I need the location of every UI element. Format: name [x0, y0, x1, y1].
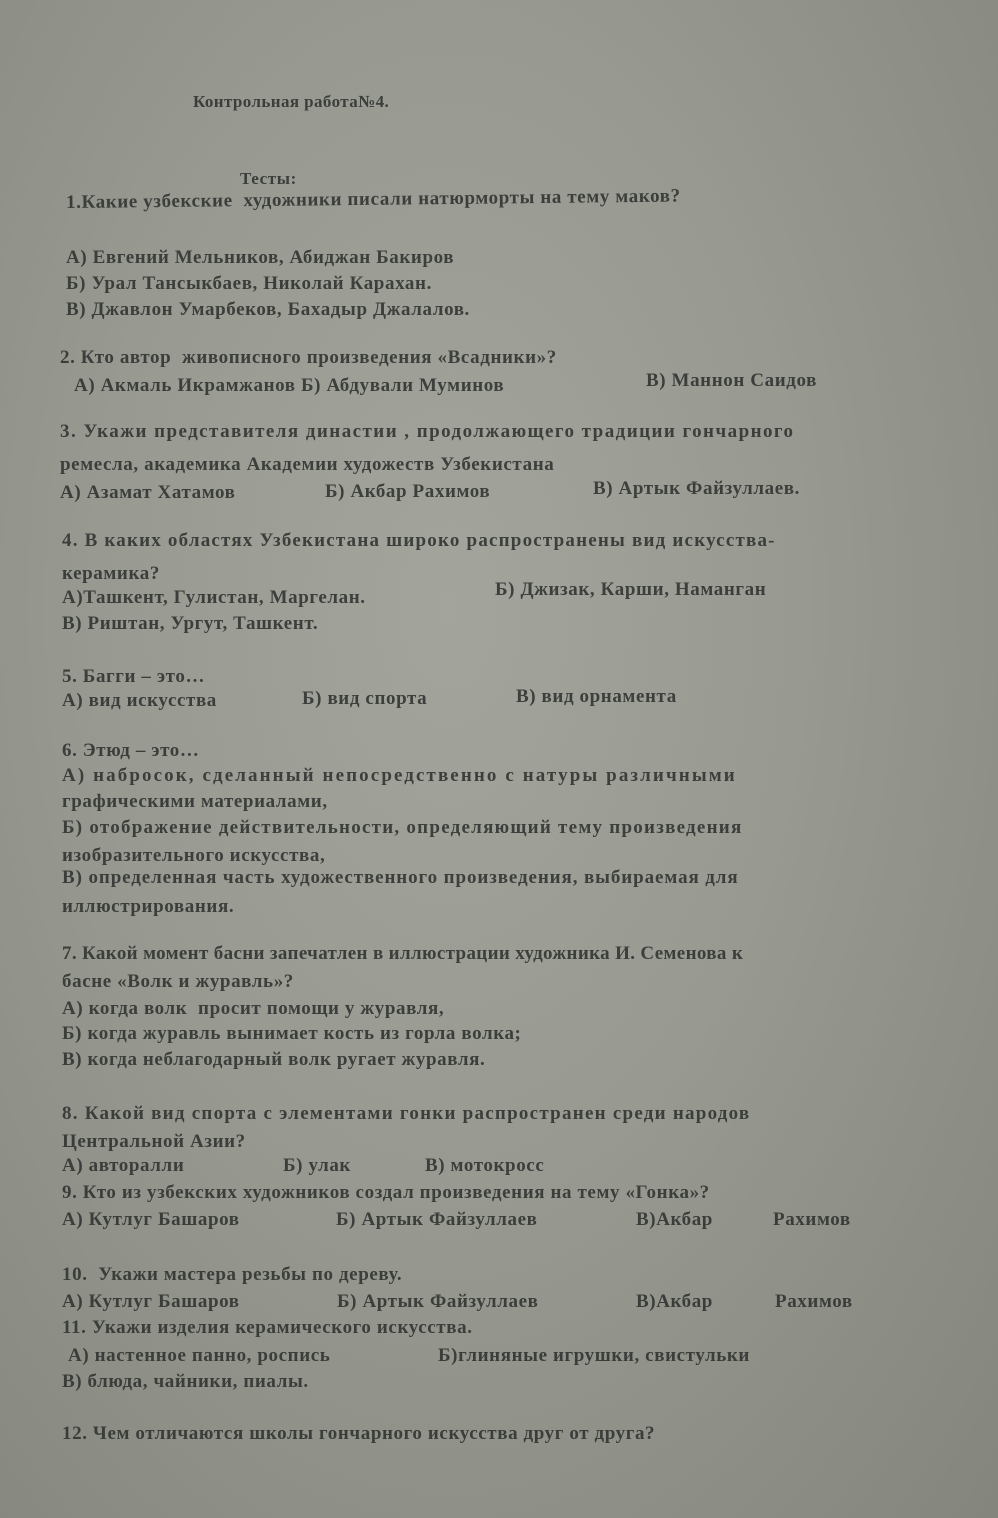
q5-option-c: В) вид орнамента [516, 686, 677, 707]
q11-option-a: А) настенное панно, роспись [68, 1345, 331, 1366]
q9-option-c-surname: Рахимов [773, 1209, 851, 1230]
question-6: 6. Этюд – это… [62, 740, 200, 761]
question-9: 9. Кто из узбекских художников создал произведения на тему «Гонка»? [62, 1182, 710, 1203]
question-4-line-2: керамика? [62, 563, 160, 584]
q6-option-c-line-2: иллюстрирования. [62, 896, 235, 917]
page-title: Контрольная работа№4. [193, 92, 390, 111]
q1-option-a: А) Евгений Мельников, Абиджан Бакиров [66, 247, 455, 268]
q3-option-a: А) Азамат Хатамов [60, 482, 236, 503]
question-12: 12. Чем отличаются школы гончарного искусства друг от друга? [62, 1423, 656, 1444]
q10-option-a: А) Кутлуг Башаров [62, 1291, 240, 1312]
q10-option-c-surname: Рахимов [775, 1291, 853, 1312]
q10-option-c: В)Акбар [636, 1291, 713, 1312]
q3-option-c: В) Артык Файзуллаев. [593, 478, 800, 499]
q7-option-c: В) когда неблагодарный волк ругает журавля. [62, 1049, 486, 1070]
q4-option-a: А)Ташкент, Гулистан, Маргелан. [62, 587, 366, 608]
question-7-line-2: басне «Волк и журавль»? [62, 971, 294, 992]
q9-option-c: В)Акбар [636, 1209, 713, 1230]
question-2: 2. Кто автор живописного произведения «Всадники»? [60, 347, 557, 368]
q1-option-b: Б) Урал Тансыкбаев, Николай Карахан. [66, 273, 432, 294]
q5-option-a: А) вид искусства [62, 690, 217, 711]
q5-option-b: Б) вид спорта [302, 688, 428, 709]
q8-option-c: В) мотокросс [425, 1155, 545, 1176]
q4-option-c: В) Риштан, Ургут, Ташкент. [62, 613, 319, 634]
question-3-line-2: ремесла, академика Академии художеств Узбекистана [60, 454, 555, 475]
q2-option-c: В) Маннон Саидов [646, 370, 817, 391]
q10-option-b: Б) Артык Файзуллаев [337, 1291, 539, 1312]
q8-option-a: А) авторалли [62, 1155, 185, 1176]
q6-option-b-line-1: Б) отображение действительности, определяющий тему произведения [62, 817, 743, 838]
q11-option-b: Б)глиняные игрушки, свистульки [438, 1345, 750, 1366]
q6-option-a-line-2: графическими материалами, [62, 791, 328, 812]
question-8-line-2: Центральной Азии? [62, 1131, 246, 1152]
q7-option-a: А) когда волк просит помощи у журавля, [62, 998, 445, 1019]
question-1: 1.Какие узбекские художники писали натюрморты на тему маков? [65, 185, 681, 213]
q3-option-b: Б) Акбар Рахимов [325, 481, 491, 502]
question-8-line-1: 8. Какой вид спорта с элементами гонки распространен среди народов [62, 1103, 751, 1124]
q7-option-b: Б) когда журавль вынимает кость из горла волка; [62, 1023, 522, 1044]
q8-option-b: Б) улак [283, 1155, 351, 1176]
question-3-line-1: 3. Укажи представителя династии , продолжающего традиции гончарного [60, 421, 795, 442]
q1-option-c: В) Джавлон Умарбеков, Бахадыр Джалалов. [66, 299, 470, 320]
question-10: 10. Укажи мастера резьбы по дереву. [62, 1264, 403, 1285]
q6-option-b-line-2: изобразительного искусства, [62, 845, 326, 866]
q9-option-a: А) Кутлуг Башаров [62, 1209, 240, 1230]
tests-heading: Тесты: [240, 169, 297, 188]
question-11: 11. Укажи изделия керамического искусства. [62, 1317, 473, 1338]
q6-option-c-line-1: В) определенная часть художественного произведения, выбираемая для [62, 867, 739, 888]
q4-option-b: Б) Джизак, Карши, Наманган [495, 579, 767, 600]
q11-option-c: В) блюда, чайники, пиалы. [62, 1371, 309, 1392]
question-7-line-1: 7. Какой момент басни запечатлен в иллюстрации художника И. Семенова к [62, 943, 744, 964]
q6-option-a-line-1: А) набросок, сделанный непосредственно с натуры различными [62, 765, 737, 786]
q2-options-ab: А) Акмаль Икрамжанов Б) Абдували Муминов [74, 375, 505, 396]
q9-option-b: Б) Артык Файзуллаев [336, 1209, 538, 1230]
question-5: 5. Багги – это… [62, 666, 206, 687]
question-4-line-1: 4. В каких областях Узбекистана широко распространены вид искусства- [62, 530, 776, 551]
